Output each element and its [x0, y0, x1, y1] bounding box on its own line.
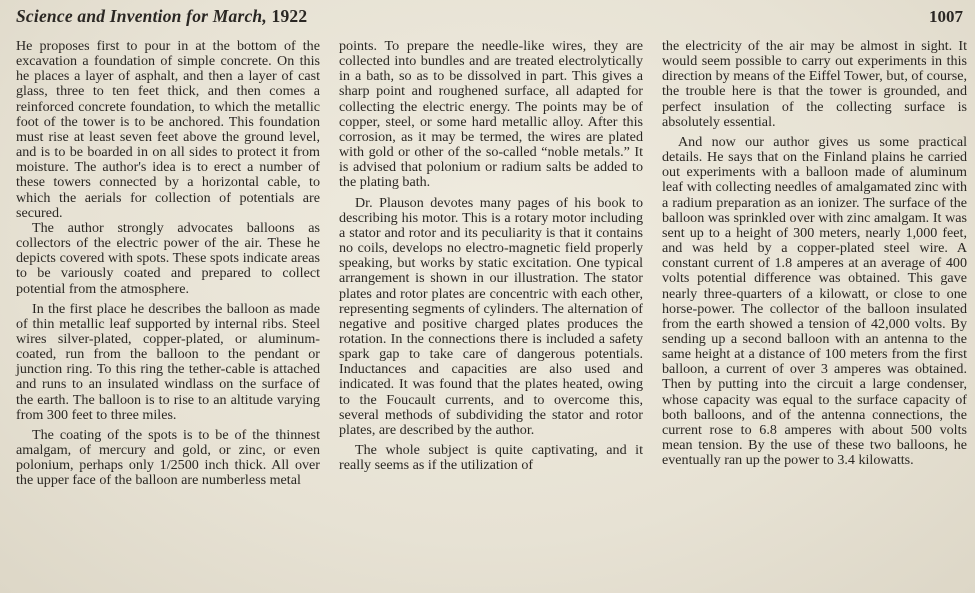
paragraph: Dr. Plauson devotes many pages of his book to describing his motor. This is a rotary motor including a stator and rotor and its peculiarity is that it contains no coils, develops no electro-magnetic field properly speaking, but works by static excitation. One typical arrangement is shown in our illustration. The stator plates and rotor plates are concentric with each other, representing segments of cylinders. The alternation of negative and positive charged plates produces the rotation. In the connections there is included a safety spark gap to take care of dangerous potentials. Inductances and capacities are also used and indicated. It was found that the plates heated, owing to the Foucault currents, and to overcome this, several methods of subdividing the stator and rotor plates, are described by the author. — [339, 194, 643, 438]
running-title — [16, 6, 307, 27]
page-number: 1007 — [929, 7, 963, 26]
paragraph: And now our author gives us some practical details. He says that on the Finland plains he carried out experiments with a balloon made of aluminum leaf with collecting needles of amalgamated zinc with a radium preparation as an ionizer. The surface of the balloon was sprinkled over with zinc amalgam. It was sent up to a height of 300 meters, nearly 1,000 feet, and was held by a copper-plated steel wire. A constant current of 1.8 amperes at an average of 400 volts potential difference was obtained. This gave nearly three-quarters of a kilowatt, or close to one horse-power. The collector of the balloon insulated from the earth showed a tension of 42,000 volts. By sending up a second balloon with an antenna to the same height at a distance of 100 meters from the first balloon, a current of over 3 amperes was obtained. Then by putting into the circuit a large condenser, whose capacity was equal to the surface capacity of both balloons, and of the antenna connections, the current rose to 6.8 amperes with about 500 volts mean tension. By the use of these two balloons, he eventually ran up the power to 3.4 kilowatts. — [662, 133, 967, 469]
magazine-title: Science and Invention for March, — [16, 6, 267, 26]
text-columns — [16, 38, 967, 489]
paragraph: In the first place he describes the balloon as made of thin metallic leaf supported by internal ribs. Steel wires silver-plated, copper-plated, or aluminum-coated, run from the balloon to the pendant or junction ring. To this ring the tether-cable is attached and runs to an insulated windlass on the surface of the earth. The balloon is to rise to an altitude varying from 300 feet to three miles. — [16, 300, 320, 423]
running-head — [16, 6, 963, 36]
column-1 — [16, 39, 320, 489]
column-3 — [662, 39, 967, 489]
column-2 — [339, 39, 643, 489]
paragraph: The author strongly advocates balloons as collectors of the electric power of the air. These he depicts covered with spots. These spots indicate areas to be variously coated and prepared to collect potential from the atmosphere. — [16, 219, 320, 297]
issue-year: 1922 — [271, 6, 308, 26]
paragraph: the electricity of the air may be almost in sight. It would seem possible to carry out experiments in this direction by means of the Eiffel Tower, but, of course, the trouble here is that the tower is grounded, and perfect insulation of the collecting surface is absolutely essential. — [662, 38, 967, 130]
paragraph: The whole subject is quite captivating, and it really seems as if the utilization of — [339, 442, 643, 474]
paragraph: points. To prepare the needle-like wires, they are collected into bundles and are treated electrolytically in a bath, so as to be dissolved in part. This gives a sharp point and roughened surface, all adapted for collecting the electric energy. The points may be of copper, steel, or some hard metallic alloy. After this corrosion, as it may be termed, the wires are plated with gold or other of the so-called “noble metals.” It is advised that polonium or radium salts be added to the plating bath. — [339, 38, 643, 191]
paragraph: He proposes first to pour in at the bottom of the excavation a foundation of simple concrete. On this he places a layer of asphalt, and then a layer of cast glass, three to ten feet thick, and then comes a reinforced concrete foundation, to which the metallic foot of the tower is to be anchored. This foundation must rise at least seven feet above the ground level, and is to be boarded in on all sides to protect it from moisture. The author's idea is to erect a number of these towers connected by a horizontal cable, to which the aerials for collection of potentials are secured. — [16, 38, 320, 221]
paragraph: The coating of the spots is to be of the thinnest amalgam, of mercury and gold, or zinc, or even polonium, perhaps only 1/2500 inch thick. All over the upper face of the balloon are numberless metal — [16, 426, 320, 489]
